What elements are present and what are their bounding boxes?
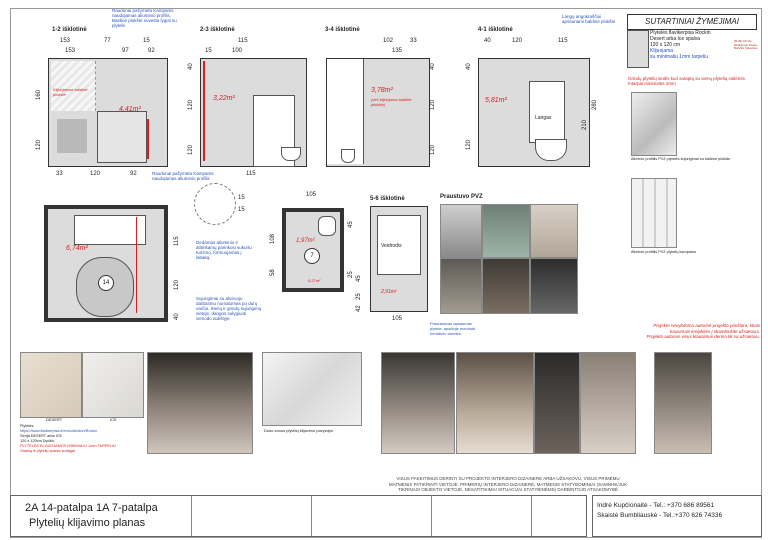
dim: 120 — [466, 139, 472, 150]
dim: 115 — [558, 38, 568, 44]
note: Langų angokraščiai apsaunami baldinė plokšte — [562, 14, 616, 24]
plan-room — [44, 205, 168, 322]
photo-caption: Dušo zonos plytelių klijavimo pavyzdys — [264, 428, 333, 433]
sample-label: DESERT — [46, 417, 63, 422]
image-caption: Aliminio profiliis PVZ plytelės sujungimai su baldine plokšte — [631, 157, 731, 161]
note: Praaustuvas apsaumas plytele, apačioje montuoti nerūdinio durelės. — [430, 321, 476, 336]
elevation-title: 3-4 išklotinė — [325, 27, 360, 33]
project-footnote — [620, 323, 760, 340]
dim: 120 — [430, 99, 436, 110]
bathtub — [535, 139, 567, 161]
red-note: Grindų plytelių siūlės kuri sutaptų su sienų plytelių siūlėmis. Intarpai minimalūs 1mm — [628, 76, 747, 86]
contact-line: Skaistė Bumbliauskė - Tel.:+370 626 74336 — [597, 512, 723, 519]
tile-line: 120 x 120 cm — [650, 42, 681, 48]
footer-note-line: MATMENIS PATIKRINTI VIETOJE. PRIMERIŲ INTERJERO DIZAINERĖ, MATMENIS STATYBOMINIAI (SAMNHE/JUK — [388, 481, 628, 487]
dim: 97 — [122, 48, 129, 54]
divider — [431, 496, 432, 536]
washbasin-photo — [482, 258, 530, 314]
wall-4-1 — [478, 58, 590, 167]
contact-block — [592, 495, 762, 537]
washbasin-photo — [530, 258, 578, 314]
dim: 25 — [356, 293, 362, 300]
title-block — [10, 495, 587, 537]
sample-text-line: 120 x 120cm Dydžio — [20, 439, 55, 443]
dim: 45 — [348, 221, 354, 228]
interior-photo — [534, 352, 580, 454]
elevation-title: 5-6 išklotinė — [370, 196, 405, 202]
dim: 135 — [392, 48, 403, 54]
dim: 160 — [36, 89, 42, 100]
area-label: 6,74m² — [66, 245, 88, 252]
toilet — [281, 147, 301, 161]
footnote-line: kausimais kreipkitės į skambinkite užsakovui. — [669, 328, 760, 334]
image-caption: Aliminio profiliis PVZ plytelių kampams — [631, 250, 696, 254]
wall-5-6 — [370, 206, 428, 312]
dim: 120 — [174, 279, 180, 290]
dim: 115 — [246, 171, 256, 177]
shower-zone — [136, 217, 163, 313]
wc-room — [282, 208, 344, 292]
tile-line: Desert arba Ice spalva — [650, 36, 701, 42]
room-number: 14 — [98, 275, 114, 291]
sample-text-line: PLYTELES KLIJUOJAMOS MINIMALIU 1mm TARPELIU — [20, 444, 116, 448]
window-label: Langas — [535, 115, 552, 121]
dim: 40 — [188, 63, 194, 70]
dim: 15 — [205, 48, 212, 54]
interior-photo — [381, 352, 455, 454]
room-number: 7 — [304, 248, 320, 264]
dim: 15 — [238, 195, 245, 201]
area-note: Klijuojamas baldinė plokštė — [53, 87, 88, 97]
dim: 153 — [60, 38, 71, 44]
divider — [191, 496, 192, 536]
footer-notes — [388, 476, 628, 493]
footer-note-line: TIKRINASI OBJEKTO VIETOJE. NESATITIKIMAI SITUACIJAI STATYBINĖMS) DARBINTOJO ATSAKOMYBĖ — [398, 487, 618, 492]
shower-glass — [97, 111, 147, 163]
mirror-label: Veidrodis — [381, 243, 402, 249]
elevation-title: 4-1 išklotinė — [478, 27, 513, 33]
dim: 115 — [238, 38, 248, 44]
vanity — [57, 119, 87, 153]
washbasin-photo — [482, 204, 530, 258]
dim: 120 — [512, 38, 523, 44]
section-title: Praustuvo PVZ — [440, 194, 483, 200]
profile-line — [203, 61, 205, 161]
dim: 92 — [148, 48, 155, 54]
profile-line — [147, 119, 149, 159]
dim: 42 — [356, 305, 362, 312]
dim: 100 — [232, 48, 243, 54]
washbasin-photo — [440, 204, 482, 258]
tile-line: su minimaliu 1mm tarpeliu — [650, 54, 709, 60]
tile-description — [650, 30, 711, 60]
sample-text-line[interactable]: https://www.flavikerpisa.lt/en/collection/Rockin — [20, 429, 98, 433]
divider — [311, 496, 312, 536]
dim: 77 — [104, 38, 111, 44]
dim: 15 — [143, 38, 150, 44]
dim: 102 — [383, 38, 394, 44]
wall-2-3 — [200, 58, 307, 167]
tile-line: Klijuojama — [650, 48, 674, 54]
tile-line: Plytelės flavikerpisa Rockin — [650, 30, 711, 36]
dim: 15 — [238, 207, 245, 213]
sample-desert — [20, 352, 82, 418]
washbasin-photo — [530, 204, 578, 258]
wall-3-4 — [326, 58, 430, 167]
shower-photo — [147, 352, 253, 454]
dim: 120 — [188, 144, 194, 155]
note: Raudonai pažymėta Kampams naudojamas aliuminio profilis. Baldinė plokštė suvesta lygiai su plytele — [112, 8, 177, 28]
dim: 115 — [174, 236, 180, 246]
dim: 25 — [348, 271, 354, 278]
dim: 92 — [130, 171, 137, 177]
dim: 105 — [392, 316, 403, 322]
toilet-plan — [318, 216, 336, 236]
area-label: 1,97m² — [296, 238, 315, 244]
interior-photo — [580, 352, 636, 454]
dim: 120 — [430, 144, 436, 155]
elevation-title: 1-2 išklotinė — [52, 27, 87, 33]
area-label: 3,78m² — [371, 87, 393, 94]
footnote-line: Projekto autorius visus klausimus derina tik su užsakovu. — [646, 334, 760, 339]
sample-label: ICE — [110, 417, 117, 422]
divider — [531, 496, 532, 536]
interior-photo — [654, 352, 712, 454]
sample-text-line: Serija DESERT arba ICE — [20, 434, 63, 438]
footnote-line: Projekte nevykdoma autoriné projekto priežiūra, kitais — [653, 323, 760, 328]
area-label: 3,22m² — [213, 95, 235, 102]
sample-text-line: Plytelės: — [20, 424, 35, 428]
dim: 108 — [270, 233, 276, 244]
legend-title: SUTARTINIAI ŽYMĖJIMAI — [627, 14, 757, 30]
tile-photo — [262, 352, 362, 426]
sample-text-line: Glaistą iš plytelių spalva sudagai — [20, 449, 75, 453]
dim: 120 — [90, 171, 101, 177]
interior-photo — [456, 352, 534, 454]
dim: 58 — [270, 269, 276, 276]
drawing-title: 2A 14-patalpa 1A 7-patalpa — [25, 502, 158, 514]
washbasin-photo — [440, 258, 482, 314]
dim: 120 — [36, 139, 42, 150]
drawing-subtitle: Plytelių klijavimo planas — [29, 517, 146, 529]
dim: 153 — [65, 48, 76, 54]
area-label: 5,81m² — [485, 97, 507, 104]
tile-swatch — [627, 30, 649, 68]
toilet — [341, 149, 355, 163]
elevation-title: 2-3 išklotinė — [200, 27, 235, 33]
area-label: 4,41m² — [119, 106, 141, 113]
footer-note-line: VISUS PAKEITIMUS DERINTI SU PROJEKTO INTERJERO DIZAINERE ARBA UŽSAKOVU. VISUS PRIMĖMU — [396, 476, 620, 481]
dim: 33 — [410, 38, 417, 44]
dim: 33 — [56, 171, 63, 177]
sample-text — [20, 424, 116, 454]
note: Raudonai pažymėta Kampams naudojamas aliuminio profilis — [152, 171, 214, 181]
dim: 45 — [356, 275, 362, 282]
dim: 40 — [430, 63, 436, 70]
wall-1-2 — [48, 58, 168, 167]
dim: 40 — [174, 313, 180, 320]
profile-image-1 — [631, 92, 677, 156]
sample-ice — [82, 352, 144, 418]
dim: 120 — [188, 99, 194, 110]
tile-side-note: (B-39) 60 Vie lėkalijų/sat Fluido-Ba/Vikė Taksolius — [734, 39, 759, 50]
profile-image-2 — [631, 178, 677, 248]
dim: 40 — [484, 38, 491, 44]
contact-line: Indrė Kupčionaitė - Tel.: +370 686 89561 — [597, 502, 715, 509]
note: Dedamas aliuminio ir atitinkamų parinkosi sukurtu turizmo, formuojamas į labaką. — [196, 240, 252, 260]
note: Sujungimai su atviruoju darbasmu numatomas po durų varčia. Sienų ir grindų sujungimų vietoje, dangos sulygiuoti vienodo aukštyje. — [196, 296, 262, 321]
dim: 105 — [306, 192, 317, 198]
area-label: 2,91m² — [381, 289, 397, 295]
dim: 40 — [466, 63, 472, 70]
dim: 280 — [592, 99, 598, 110]
small-area: 0,27m² — [308, 278, 321, 283]
window — [529, 81, 565, 143]
area-note: (virš klijuojama baldinė plokštė) — [371, 97, 412, 107]
furniture-board — [51, 61, 96, 111]
corner-detail — [194, 183, 236, 225]
dim: 210 — [582, 119, 588, 130]
